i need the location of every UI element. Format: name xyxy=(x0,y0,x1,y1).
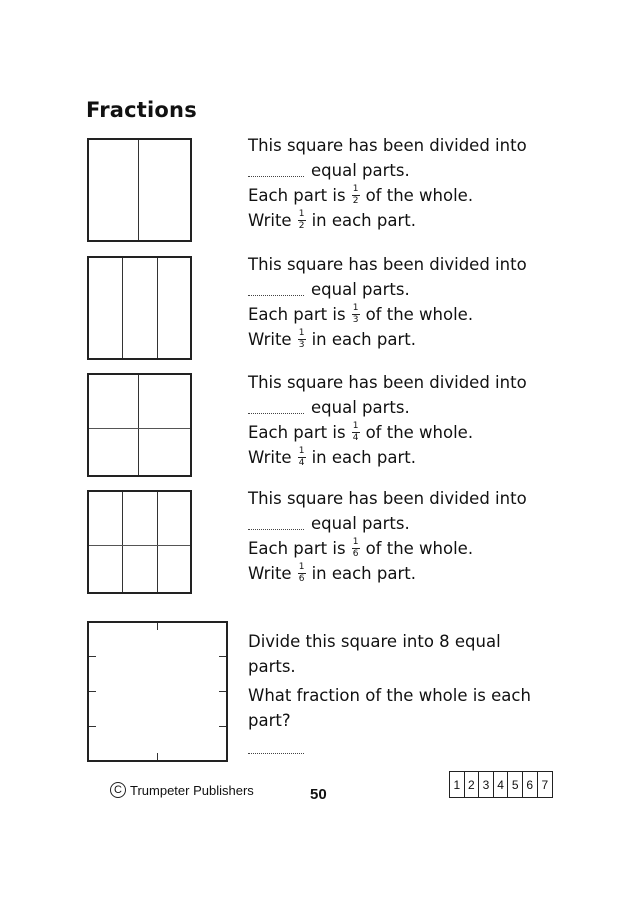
exercise-text: in each part. xyxy=(311,330,416,349)
fraction xyxy=(298,563,306,584)
final-task xyxy=(248,629,531,760)
answer-blank[interactable] xyxy=(248,402,304,414)
square-to-divide[interactable] xyxy=(87,621,228,762)
exercise-line: This square has been divided into xyxy=(248,489,527,508)
divider-line xyxy=(157,492,158,592)
task-line: parts. xyxy=(248,656,296,676)
numerator: 1 xyxy=(352,421,359,431)
divider-line xyxy=(89,428,190,429)
exercise-line: equal parts. xyxy=(311,514,410,533)
copyright-notice xyxy=(110,782,254,798)
tick-mark xyxy=(89,691,96,692)
grade-box: 1 xyxy=(450,772,465,797)
answer-blank[interactable] xyxy=(248,742,304,754)
square-halves xyxy=(87,138,192,242)
page-title: Fractions xyxy=(86,98,197,122)
exercise-line: equal parts. xyxy=(311,398,410,417)
numerator: 1 xyxy=(298,446,305,456)
exercise-line: This square has been divided into xyxy=(248,136,527,155)
exercise-text: Write xyxy=(248,211,292,230)
tick-mark xyxy=(157,753,158,760)
exercise-line: This square has been divided into xyxy=(248,255,527,274)
exercise-line: equal parts. xyxy=(311,161,410,180)
denominator: 4 xyxy=(298,458,305,468)
divider-line xyxy=(122,258,123,358)
grade-box: 2 xyxy=(465,772,480,797)
task-line: What fraction of the whole is each xyxy=(248,685,531,705)
grade-boxes xyxy=(449,771,553,798)
exercise-text: of the whole. xyxy=(365,186,474,205)
divider-line xyxy=(138,375,139,475)
exercise-text: in each part. xyxy=(311,564,416,583)
numerator: 1 xyxy=(352,303,359,313)
fraction xyxy=(352,422,360,443)
exercise-3 xyxy=(248,370,527,470)
grade-box: 7 xyxy=(541,777,549,792)
publisher-name: Trumpeter Publishers xyxy=(130,782,254,798)
tick-mark xyxy=(89,726,96,727)
tick-mark xyxy=(157,623,158,630)
numerator: 1 xyxy=(298,562,305,572)
denominator: 2 xyxy=(298,221,305,231)
fraction xyxy=(298,210,306,231)
exercise-line: This square has been divided into xyxy=(248,373,527,392)
numerator: 1 xyxy=(352,537,359,547)
task-line: Divide this square into 8 equal xyxy=(248,631,501,651)
answer-blank[interactable] xyxy=(248,518,304,530)
denominator: 3 xyxy=(352,315,359,325)
copyright-icon: C xyxy=(110,782,126,798)
answer-blank[interactable] xyxy=(248,284,304,296)
divider-line xyxy=(138,140,139,240)
exercise-2 xyxy=(248,252,527,352)
square-quarters xyxy=(87,373,192,477)
numerator: 1 xyxy=(352,184,359,194)
exercise-text: Write xyxy=(248,448,292,467)
fraction xyxy=(352,538,360,559)
numerator: 1 xyxy=(298,328,305,338)
exercise-4 xyxy=(248,486,527,586)
denominator: 6 xyxy=(298,574,305,584)
numerator: 1 xyxy=(298,209,305,219)
exercise-text: in each part. xyxy=(311,211,416,230)
divider-line xyxy=(89,545,190,546)
fraction xyxy=(298,329,306,350)
exercise-1 xyxy=(248,133,527,233)
grade-box: 6 xyxy=(523,772,538,797)
task-line: part? xyxy=(248,710,291,730)
square-thirds xyxy=(87,256,192,360)
denominator: 3 xyxy=(298,340,305,350)
grade-box: 5 xyxy=(508,772,523,797)
divider-line xyxy=(122,492,123,592)
grade-box: 3 xyxy=(479,772,494,797)
denominator: 6 xyxy=(352,549,359,559)
exercise-line: equal parts. xyxy=(311,280,410,299)
denominator: 4 xyxy=(352,433,359,443)
denominator: 2 xyxy=(352,196,359,206)
exercise-text: of the whole. xyxy=(365,539,474,558)
fraction xyxy=(352,304,360,325)
exercise-text: Each part is xyxy=(248,186,346,205)
tick-mark xyxy=(219,726,226,727)
exercise-text: Write xyxy=(248,564,292,583)
grade-box: 4 xyxy=(494,772,509,797)
exercise-text: Each part is xyxy=(248,423,346,442)
exercise-text: Each part is xyxy=(248,305,346,324)
exercise-text: of the whole. xyxy=(365,305,474,324)
square-sixths xyxy=(87,490,192,594)
tick-mark xyxy=(219,656,226,657)
divider-line xyxy=(157,258,158,358)
fraction xyxy=(298,447,306,468)
tick-mark xyxy=(89,656,96,657)
fraction xyxy=(352,185,360,206)
exercise-text: of the whole. xyxy=(365,423,474,442)
exercise-text: in each part. xyxy=(311,448,416,467)
exercise-text: Each part is xyxy=(248,539,346,558)
page-number: 50 xyxy=(310,786,327,803)
exercise-text: Write xyxy=(248,330,292,349)
answer-blank[interactable] xyxy=(248,165,304,177)
tick-mark xyxy=(219,691,226,692)
